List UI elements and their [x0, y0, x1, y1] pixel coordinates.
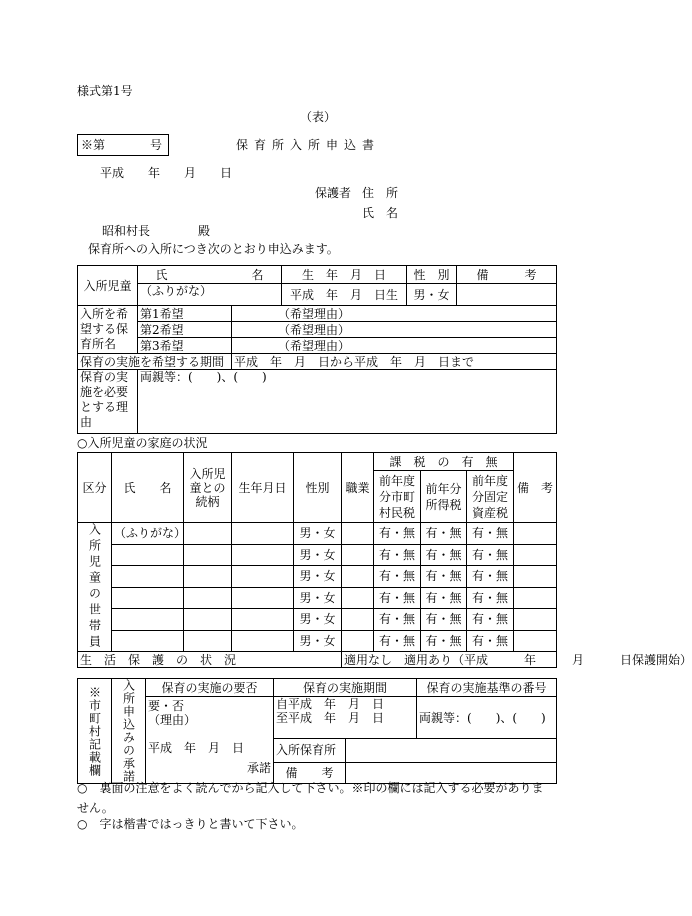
birth-header: 生 年 月 日: [282, 266, 407, 284]
facility-field[interactable]: [346, 739, 557, 762]
member-birth[interactable]: [232, 587, 294, 609]
applicant-row-label: 入所児童: [78, 266, 138, 306]
consent-date: 平成 年 月 日: [148, 741, 245, 755]
member-name[interactable]: [112, 566, 184, 588]
table-row: [78, 630, 557, 652]
member-name[interactable]: [112, 630, 184, 652]
note-1: ○ 裏面の注意をよく読んでから記入して下さい。※印の欄には記入する必要がありません。: [77, 781, 544, 815]
preference-label: 入所を希望する保育所名: [78, 306, 138, 354]
member-remarks[interactable]: [514, 566, 557, 588]
tax-property[interactable]: 有・無: [467, 630, 514, 652]
member-job[interactable]: [342, 566, 374, 588]
furigana-field[interactable]: （ふりがな）: [138, 284, 282, 306]
pref-2[interactable]: 第2希望: [138, 322, 232, 338]
office-use-table: [77, 678, 557, 784]
pref-1[interactable]: 第1希望: [138, 306, 232, 322]
tax-municipal[interactable]: 有・無: [374, 566, 421, 588]
tax-income[interactable]: 有・無: [421, 587, 467, 609]
need-reason: （理由）: [148, 713, 197, 727]
guardian-label: 保護者: [315, 186, 352, 200]
tax-property[interactable]: 有・無: [467, 566, 514, 588]
gender-field[interactable]: 男・女: [407, 284, 457, 306]
household-category-label: 入所児童の世帯員: [78, 523, 112, 652]
relation-header: 入所児童との続柄: [184, 453, 232, 523]
pref-1-reason[interactable]: （希望理由）: [232, 306, 557, 322]
table-row: [78, 544, 557, 566]
tax-income[interactable]: 有・無: [421, 566, 467, 588]
table-row: [78, 609, 557, 631]
intro-text: 保育所への入所につき次のとおり申込みます。: [88, 242, 339, 256]
member-relation[interactable]: [184, 609, 232, 631]
household-section-title: ○入所児童の家庭の状況: [77, 436, 208, 450]
birth-field[interactable]: 平成 年 月 日生: [282, 284, 407, 306]
gender-header: 性 別: [407, 266, 457, 284]
applicant-table: [77, 265, 557, 434]
member-birth[interactable]: [232, 523, 294, 545]
job-header: 職業: [342, 453, 374, 523]
application-date: 平成 年 月 日: [100, 166, 233, 180]
reference-number-box: [77, 134, 169, 156]
member-birth[interactable]: [232, 609, 294, 631]
member-job[interactable]: [342, 609, 374, 631]
member-gender[interactable]: 男・女: [294, 523, 342, 545]
period-range[interactable]: [274, 697, 417, 739]
page-title: 保育所入所申込書: [236, 138, 381, 152]
pref-3-reason[interactable]: （希望理由）: [232, 338, 557, 354]
member-birth[interactable]: [232, 630, 294, 652]
household-table: [77, 452, 692, 668]
member-remarks[interactable]: [514, 630, 557, 652]
table-row: [78, 587, 557, 609]
tax-property[interactable]: 有・無: [467, 609, 514, 631]
consent-side-label: 入所申込みの承諾: [112, 679, 146, 784]
member-remarks[interactable]: [514, 523, 557, 545]
member-remarks-header: 備 考: [514, 453, 557, 523]
need-header: 保育の実施の要否: [146, 679, 274, 697]
period-field[interactable]: 平成 年 月 日から平成 年 月 日まで: [232, 354, 557, 370]
mark-label: ※第: [81, 138, 106, 152]
period-to: 至平成 年 月 日: [276, 711, 385, 725]
need-value: 要・否: [148, 699, 185, 713]
tax-income[interactable]: 有・無: [421, 523, 467, 545]
member-gender-header: 性別: [294, 453, 342, 523]
welfare-field[interactable]: 適用なし 適用あり（平成 年 月 日保護開始）: [342, 652, 557, 668]
member-name[interactable]: [112, 609, 184, 631]
tax-property[interactable]: 有・無: [467, 523, 514, 545]
tax-income[interactable]: 有・無: [421, 544, 467, 566]
necessity-field[interactable]: 両親等：( )、( ): [138, 370, 557, 434]
note-2: ○ 字は楷書ではっきりと書いて下さい。: [77, 817, 304, 831]
facility-label: 入所保育所: [274, 739, 346, 762]
member-relation[interactable]: [184, 566, 232, 588]
tax-municipal[interactable]: 有・無: [374, 587, 421, 609]
period-from: 自平成 年 月 日: [276, 697, 385, 711]
member-birth-header: 生年月日: [232, 453, 294, 523]
office-side-label: ※市町村記載欄: [78, 679, 112, 784]
standard-header: 保育の実施基準の番号: [417, 679, 557, 697]
welfare-label: 生 活 保 護 の 状 況: [78, 652, 342, 668]
member-birth[interactable]: [232, 544, 294, 566]
category-header: 区分: [78, 453, 112, 523]
standard-field[interactable]: 両親等：( )、( ): [417, 697, 557, 739]
office-remarks-label: 備 考: [274, 762, 346, 783]
address-label: 住 所: [362, 186, 399, 200]
need-cell[interactable]: [146, 697, 274, 784]
member-job[interactable]: [342, 544, 374, 566]
tax-municipal[interactable]: 有・無: [374, 630, 421, 652]
pref-3[interactable]: 第3希望: [138, 338, 232, 354]
necessity-label: 保育の実施を必要とする理由: [78, 370, 138, 434]
tax-municipal[interactable]: 有・無: [374, 609, 421, 631]
member-name[interactable]: [112, 544, 184, 566]
member-name-header: 氏 名: [112, 453, 184, 523]
tax-property[interactable]: 有・無: [467, 544, 514, 566]
member-remarks[interactable]: [514, 609, 557, 631]
member-birth[interactable]: [232, 566, 294, 588]
table-row: [78, 566, 557, 588]
member-name[interactable]: [112, 587, 184, 609]
member-gender[interactable]: 男・女: [294, 609, 342, 631]
tax-property[interactable]: 有・無: [467, 587, 514, 609]
name-header: 氏 名: [138, 266, 282, 284]
member-gender[interactable]: 男・女: [294, 566, 342, 588]
tax-header: 課 税 の 有 無: [374, 453, 514, 471]
period-header: 保育の実施期間: [274, 679, 417, 697]
member-remarks[interactable]: [514, 544, 557, 566]
tax-municipal[interactable]: 有・無: [374, 544, 421, 566]
remarks-field[interactable]: [457, 284, 557, 306]
member-gender[interactable]: 男・女: [294, 587, 342, 609]
member-remarks[interactable]: [514, 587, 557, 609]
member-relation[interactable]: [184, 587, 232, 609]
name-label: 氏 名: [362, 206, 399, 220]
number-suffix: 号: [150, 138, 163, 152]
table-row: [78, 523, 557, 545]
period-label: 保育の実施を希望する期間: [78, 354, 232, 370]
member-job[interactable]: [342, 523, 374, 545]
tax-income[interactable]: 有・無: [421, 630, 467, 652]
pref-2-reason[interactable]: （希望理由）: [232, 322, 557, 338]
member-job[interactable]: [342, 587, 374, 609]
tax-municipal-header: 前年度分市町村民税: [374, 471, 421, 523]
form-number: 様式第1号: [77, 84, 133, 98]
member-relation[interactable]: [184, 630, 232, 652]
consent-mark: 承諾: [246, 761, 271, 775]
member-relation[interactable]: [184, 523, 232, 545]
tax-income-header: 前年分所得税: [421, 471, 467, 523]
tax-municipal[interactable]: 有・無: [374, 523, 421, 545]
member-job[interactable]: [342, 630, 374, 652]
tax-income[interactable]: 有・無: [421, 609, 467, 631]
member-relation[interactable]: [184, 544, 232, 566]
remarks-header: 備 考: [457, 266, 557, 284]
member-gender[interactable]: 男・女: [294, 630, 342, 652]
member-name[interactable]: （ふりがな）: [112, 523, 184, 545]
addressee: 昭和村長 殿: [102, 224, 211, 238]
form-side: （表）: [300, 110, 337, 124]
tax-property-header: 前年度分固定資産税: [467, 471, 514, 523]
member-gender[interactable]: 男・女: [294, 544, 342, 566]
